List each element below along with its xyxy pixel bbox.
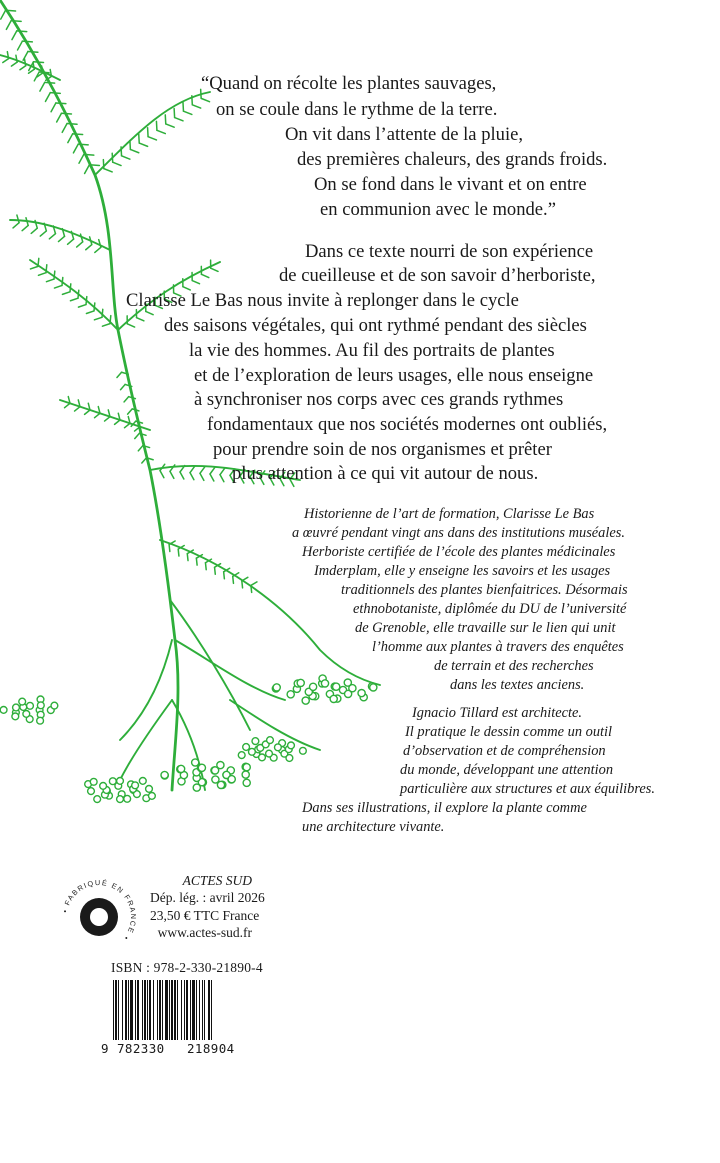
description-line: la vie des hommes. Au fil des portraits de plantes <box>189 340 555 361</box>
quote-line: en communion avec le monde.” <box>320 199 556 220</box>
publisher-website: www.actes-sud.fr <box>157 925 252 941</box>
author-bio-line: ethnobotaniste, diplômée du DU de l’université <box>353 601 627 617</box>
author-bio-line: l’homme aux plantes à travers des enquêtes <box>372 639 624 655</box>
barcode-right-group: 218904 <box>187 1041 235 1056</box>
barcode <box>113 980 253 1040</box>
quote-line: des premières chaleurs, des grands froids. <box>297 149 608 170</box>
author-bio-line: Historienne de l’art de formation, Clarisse Le Bas <box>304 506 595 522</box>
illustrator-bio-line: particulière aux structures et aux équilibres. <box>400 781 655 797</box>
description-line: et de l’exploration de leurs usages, elle nous enseigne <box>194 365 594 386</box>
description-line: de cueilleuse et de son savoir d’herboriste, <box>279 265 596 286</box>
badge-text: • FABRIQUÉ EN FRANCE • <box>60 878 138 943</box>
illustrator-bio-line: une architecture vivante. <box>302 819 445 835</box>
description-line: plus attention à ce qui vit autour de nous. <box>232 463 539 484</box>
illustrator-bio-line: d’observation et de compréhension <box>403 743 606 759</box>
description-line: pour prendre soin de nos organismes et prêter <box>213 439 552 460</box>
made-in-france-badge <box>60 878 138 956</box>
quote-line: on se coule dans le rythme de la terre. <box>216 99 498 120</box>
description-line: à synchroniser nos corps avec ces grands rythmes <box>194 389 564 410</box>
author-bio-line: Imderplam, elle y enseigne les savoirs et les usages <box>314 563 611 579</box>
illustrator-bio-line: Il pratique le dessin comme un outil <box>405 724 613 740</box>
author-bio-line: de Grenoble, elle travaille sur le lien qui unit <box>355 620 616 636</box>
description-line: Clarisse Le Bas nous invite à replonger dans le cycle <box>126 290 519 311</box>
barcode-first-digit: 9 <box>101 1041 109 1056</box>
description-line: des saisons végétales, qui ont rythmé pendant des siècles <box>164 315 587 336</box>
illustrator-bio-line: Ignacio Tillard est architecte. <box>412 705 582 721</box>
publisher-name: ACTES SUD <box>182 873 252 888</box>
description-line: fondamentaux que nos sociétés modernes ont oubliés, <box>207 414 608 435</box>
isbn-label: ISBN : 978-2-330-21890-4 <box>111 960 263 975</box>
author-bio-line: Herboriste certifiée de l’école des plantes médicinales <box>302 544 616 560</box>
publisher-info <box>150 872 265 942</box>
barcode-left-group: 782330 <box>117 1041 165 1056</box>
price: 23,50 € TTC France <box>150 907 260 923</box>
illustrator-bio-line: du monde, développant une attention <box>400 762 614 778</box>
quote-line: “Quand on récolte les plantes sauvages, <box>201 73 497 94</box>
author-bio-line: de terrain et des recherches <box>434 658 594 674</box>
quote-line: On se fond dans le vivant et on entre <box>314 174 587 195</box>
author-bio-line: traditionnels des plantes bienfaitrices. Désormais <box>341 582 628 598</box>
author-bio-line: dans les textes anciens. <box>450 677 585 693</box>
quote-line: On vit dans l’attente de la pluie, <box>285 124 524 145</box>
description-line: Dans ce texte nourri de son expérience <box>305 241 594 262</box>
illustrator-bio-line: Dans ses illustrations, il explore la plante comme <box>302 800 587 816</box>
legal-deposit: Dép. lég. : avril 2026 <box>150 890 265 906</box>
author-bio-line: a œuvré pendant vingt ans dans des institutions muséales. <box>292 525 625 541</box>
